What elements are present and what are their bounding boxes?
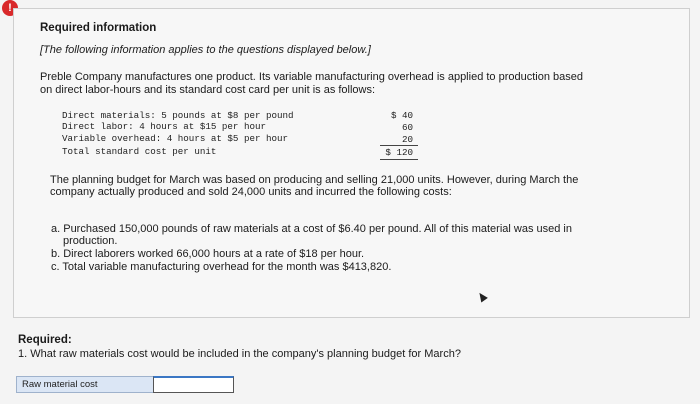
paragraph-2-line-2: company actually produced and sold 24,000 units and incurred the following costs:: [50, 186, 452, 198]
cost-card-label-overhead: Variable overhead: 4 hours at $5 per hour: [62, 133, 289, 144]
intro-note: [The following information applies to the questions displayed below.]: [40, 44, 371, 56]
cost-card-label-materials: Direct materials: 5 pounds at $8 per pound: [62, 110, 294, 121]
cost-card-amount-total: $ 120: [385, 147, 413, 158]
required-information-title: Required information: [40, 22, 157, 34]
list-item-a-line-2: production.: [63, 235, 118, 247]
required-label: Required:: [18, 334, 72, 346]
cost-card-amount-labor: 60: [401, 122, 413, 133]
answer-row: [16, 376, 234, 393]
list-item-b: b. Direct laborers worked 66,000 hours at a rate of $18 per hour.: [51, 248, 365, 260]
raw-material-cost-label: Raw material cost: [16, 376, 154, 393]
subtotal-rule: [380, 145, 418, 146]
paragraph-1-line-1: Preble Company manufactures one product. Its variable manufacturing overhead is applied to production based: [40, 71, 583, 83]
total-rule: [380, 159, 418, 160]
list-item-a-line-1: a. Purchased 150,000 pounds of raw materials at a cost of $6.40 per pound. All of this material was used in: [51, 223, 572, 235]
cost-card-amount-materials: $ 40: [390, 110, 413, 121]
question-1: 1. What raw materials cost would be included in the company's planning budget for March?: [18, 348, 461, 360]
alert-icon: !: [2, 0, 18, 16]
raw-material-cost-input[interactable]: [153, 376, 234, 393]
cost-card-label-labor: Direct labor: 4 hours at $15 per hour: [62, 121, 266, 132]
cost-card-amount-overhead: 20: [401, 134, 413, 145]
paragraph-1-line-2: on direct labor-hours and its standard cost card per unit is as follows:: [40, 84, 376, 96]
list-item-c: c. Total variable manufacturing overhead for the month was $413,820.: [51, 261, 392, 273]
cost-card-label-total: Total standard cost per unit: [62, 146, 217, 157]
paragraph-2-line-1: The planning budget for March was based on producing and selling 21,000 units. However, during March the: [50, 174, 579, 186]
